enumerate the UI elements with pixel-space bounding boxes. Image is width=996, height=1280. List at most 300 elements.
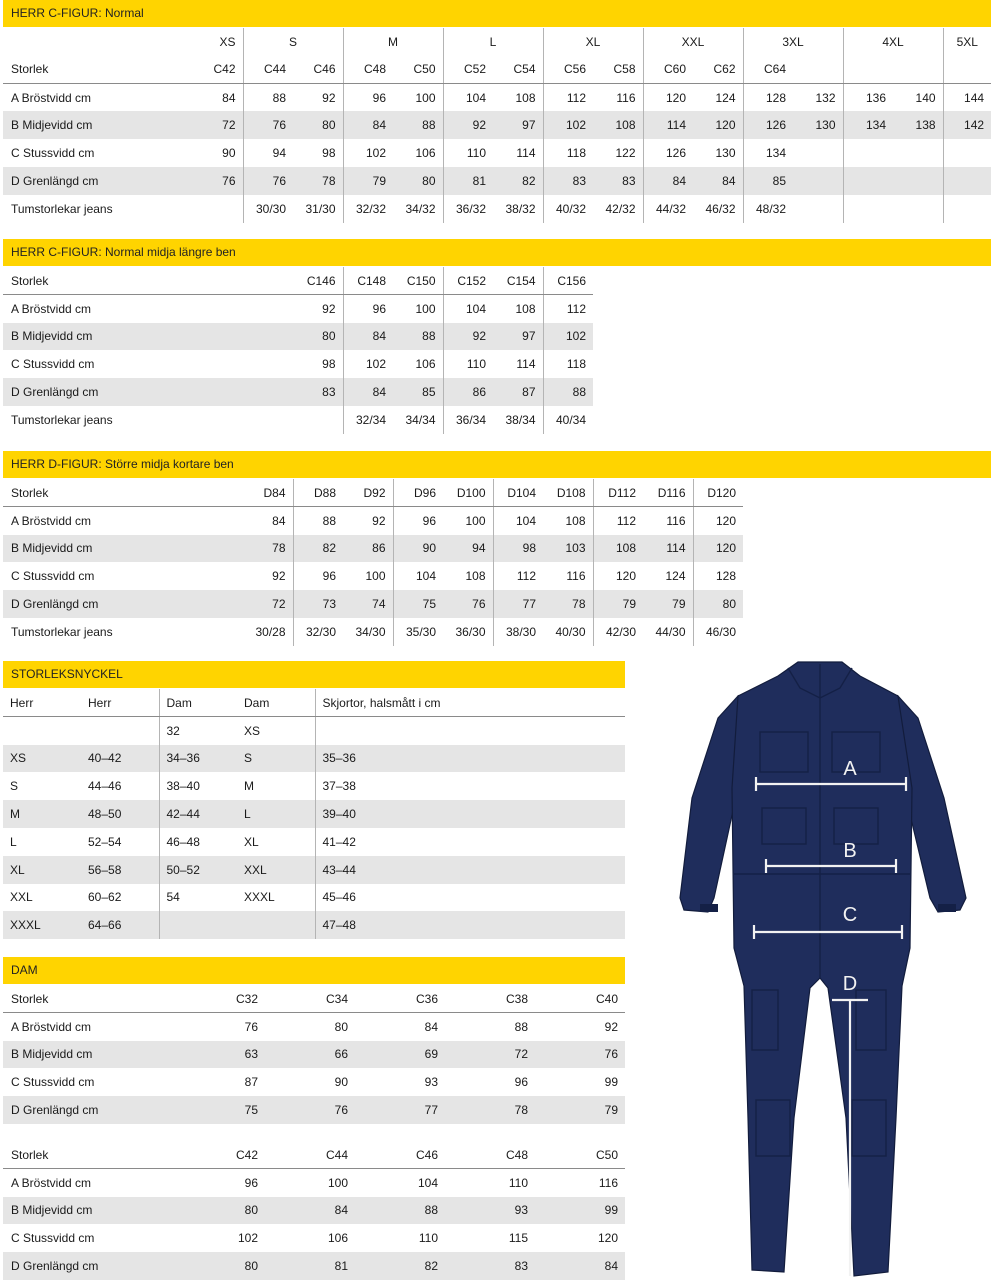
header-cell: C54: [493, 56, 543, 84]
value-cell: 92: [604, 1019, 618, 1034]
value-cell: 124: [715, 90, 736, 105]
value-cell: 43–44: [315, 856, 625, 884]
value-cell: 108: [565, 513, 586, 528]
value-cell: 44/30: [655, 624, 686, 639]
value-cell: 30/28: [255, 624, 286, 639]
value-cell: 92: [272, 569, 286, 584]
coverall-measurement-diagram: [660, 648, 980, 1280]
value-cell: 84: [535, 1252, 625, 1280]
value-cell: 78: [153, 535, 293, 563]
header-cell: D92: [343, 479, 393, 507]
header-cell: C50: [393, 56, 443, 84]
value-cell: M: [244, 779, 254, 794]
value-cell: 60–62: [88, 890, 122, 905]
dam-size-table-1: [3, 985, 625, 1124]
value-cell: 100: [365, 569, 386, 584]
value-cell: 63: [175, 1041, 265, 1069]
value-cell: [843, 167, 893, 195]
value-cell: 96: [293, 562, 343, 590]
value-cell: 80: [334, 1019, 348, 1034]
value-cell: 69: [355, 1041, 445, 1069]
value-cell: 88: [243, 84, 293, 112]
value-cell: 52–54: [88, 834, 122, 849]
row-label: Tumstorlekar jeans: [11, 624, 113, 639]
header-row: [3, 1141, 625, 1169]
value-cell: 104: [443, 295, 493, 323]
header-cell: D112: [593, 479, 643, 507]
row-label: M: [3, 800, 81, 828]
value-cell: 110: [443, 139, 493, 167]
value-cell: 83: [445, 1252, 535, 1280]
header-cell: C64: [743, 56, 793, 84]
value-cell: 114: [643, 111, 693, 139]
value-cell: 34/30: [355, 624, 386, 639]
value-cell: 76: [443, 590, 493, 618]
row-label: D Grenlängd cm: [3, 167, 153, 195]
table-row: [3, 378, 991, 406]
header-cell: C32: [175, 985, 265, 1013]
size-group-cell: 3XL: [743, 28, 843, 56]
header-cell: D116: [643, 479, 693, 507]
value-cell: 92: [443, 323, 493, 351]
value-cell: 40/32: [543, 195, 593, 223]
row-label: L: [10, 834, 17, 849]
value-cell: 82: [493, 167, 543, 195]
value-cell: 87: [493, 378, 543, 406]
header-cell: D96: [393, 479, 443, 507]
value-cell: 83: [543, 167, 593, 195]
table-row: [3, 856, 625, 884]
value-cell: 50–52: [159, 856, 237, 884]
value-cell: [893, 195, 943, 223]
size-table-d: [3, 479, 991, 646]
value-cell: 94: [443, 535, 493, 563]
table-row: [3, 1252, 625, 1280]
size-group-cell: XL: [543, 28, 643, 56]
value-cell: 80: [175, 1197, 265, 1225]
row-label: A Bröstvidd cm: [11, 301, 92, 316]
value-cell: 32: [159, 717, 237, 745]
value-cell: 96: [514, 1075, 528, 1090]
value-cell: 104: [443, 84, 493, 112]
row-label: C Stussvidd cm: [11, 357, 95, 372]
header-cell: C48: [445, 1141, 535, 1169]
value-cell: 108: [593, 111, 643, 139]
header-cell: Herr: [81, 689, 159, 717]
value-cell: 32/32: [343, 195, 393, 223]
header-cell: C46: [293, 56, 343, 84]
value-cell: 98: [322, 357, 336, 372]
label-a: A: [843, 758, 857, 780]
row-label: A Bröstvidd cm: [11, 90, 92, 105]
value-cell: 116: [666, 513, 686, 528]
value-cell: 140: [915, 90, 936, 105]
value-cell: 83: [153, 378, 343, 406]
header-cell: C50: [535, 1141, 625, 1169]
value-cell: 85: [393, 378, 443, 406]
value-cell: 126: [743, 111, 793, 139]
value-cell: 120: [643, 84, 693, 112]
size-group-cell: 4XL: [843, 28, 943, 56]
header-cell: Storlek: [3, 267, 153, 295]
value-cell: 93: [445, 1197, 535, 1225]
table-row: [3, 745, 625, 773]
value-cell: XXL: [237, 856, 315, 884]
value-cell: 86: [343, 535, 393, 563]
value-cell: 100: [327, 1175, 348, 1190]
value-cell: 112: [593, 507, 643, 535]
value-cell: 34–36: [159, 745, 237, 773]
value-cell: 108: [593, 535, 643, 563]
value-cell: 116: [616, 90, 636, 105]
value-cell: 112: [493, 562, 543, 590]
size-group-cell: L: [443, 28, 543, 56]
value-cell: 73: [293, 590, 343, 618]
header-cell: D104: [493, 479, 543, 507]
row-label: D Grenlängd cm: [3, 590, 153, 618]
value-cell: 79: [343, 167, 393, 195]
value-cell: 96: [244, 1175, 258, 1190]
value-cell: 120: [597, 1231, 618, 1246]
value-cell: 124: [665, 569, 686, 584]
value-cell: 102: [543, 323, 593, 351]
value-cell: XL: [244, 834, 259, 849]
value-cell: 92: [322, 90, 336, 105]
table-row: [3, 323, 991, 351]
row-label: D Grenlängd cm: [3, 1096, 175, 1124]
value-cell: S: [237, 745, 315, 773]
value-cell: 31/30: [305, 201, 336, 216]
value-cell: 48/32: [743, 195, 793, 223]
value-cell: 88: [293, 507, 343, 535]
value-cell: 97: [493, 323, 543, 351]
header-cell: Dam: [159, 689, 237, 717]
size-table-c-long: [3, 267, 991, 434]
header-cell: C58: [593, 56, 643, 84]
value-cell: 99: [535, 1197, 625, 1225]
table-row: [3, 535, 991, 563]
row-label: Tumstorlekar jeans: [11, 412, 113, 427]
header-cell: C62: [693, 56, 743, 84]
row-label: C Stussvidd cm: [11, 146, 95, 161]
value-cell: 130: [715, 146, 736, 161]
value-cell: 88: [514, 1019, 528, 1034]
value-cell: 38/34: [505, 412, 536, 427]
value-cell: 36/32: [443, 195, 493, 223]
table-row: [3, 84, 991, 112]
value-cell: 46–48: [159, 828, 237, 856]
value-cell: 77: [355, 1096, 445, 1124]
value-cell: 102: [343, 139, 393, 167]
section-title-size-key: STORLEKSNYCKEL: [3, 661, 625, 688]
value-cell: 42/30: [593, 618, 643, 646]
header-cell: Storlek: [3, 56, 153, 84]
table-row: [3, 1224, 625, 1252]
value-cell: 108: [515, 301, 536, 316]
value-cell: 76: [265, 1096, 355, 1124]
value-cell: 132: [815, 90, 836, 105]
value-cell: 54: [159, 884, 237, 912]
value-cell: 134: [843, 111, 893, 139]
row-label: XL: [3, 856, 81, 884]
value-cell: 39–40: [315, 800, 625, 828]
value-cell: 93: [424, 1075, 438, 1090]
row-label: D Grenlängd cm: [3, 1252, 175, 1280]
row-label: C Stussvidd cm: [11, 1075, 95, 1090]
size-group-cell: 5XL: [943, 28, 991, 56]
value-cell: 103: [543, 535, 593, 563]
row-label: B Midjevidd cm: [3, 111, 153, 139]
value-cell: 120: [693, 507, 743, 535]
table-row: [3, 772, 625, 800]
value-cell: 84: [222, 90, 236, 105]
value-cell: [315, 717, 625, 745]
value-cell: 100: [415, 90, 436, 105]
size-group-cell: XS: [219, 34, 236, 49]
value-cell: 45–46: [315, 884, 625, 912]
row-label: A Bröstvidd cm: [11, 513, 92, 528]
value-cell: [237, 911, 315, 939]
value-cell: 84: [643, 167, 693, 195]
table-row: [3, 717, 625, 745]
table-row: [3, 1096, 625, 1124]
header-cell: C152: [443, 267, 493, 295]
value-cell: 85: [743, 167, 793, 195]
dam-size-table-2: [3, 1141, 625, 1280]
value-cell: 92: [372, 513, 386, 528]
value-cell: 116: [598, 1175, 618, 1190]
value-cell: 80: [293, 111, 343, 139]
table-row: [3, 111, 991, 139]
value-cell: 92: [443, 111, 493, 139]
header-cell: C42: [153, 56, 243, 84]
value-cell: 42/32: [605, 201, 636, 216]
value-cell: 35–36: [315, 745, 625, 773]
value-cell: 106: [415, 357, 436, 372]
value-cell: 120: [693, 535, 743, 563]
value-cell: 76: [243, 111, 293, 139]
value-cell: 40/30: [555, 624, 586, 639]
value-cell: L: [237, 800, 315, 828]
header-cell: D108: [543, 479, 593, 507]
value-cell: 84: [272, 513, 286, 528]
value-cell: 110: [508, 1175, 528, 1190]
label-b: B: [843, 840, 857, 862]
coverall-illustration: [680, 662, 966, 1276]
table-row: [3, 1197, 625, 1225]
value-cell: 47–48: [315, 911, 625, 939]
table-row: [3, 884, 625, 912]
size-group-cell: S: [243, 28, 343, 56]
value-cell: 88: [393, 111, 443, 139]
value-cell: 130: [793, 111, 843, 139]
value-cell: 38–40: [159, 772, 237, 800]
value-cell: 46/32: [705, 201, 736, 216]
value-cell: 126: [643, 139, 693, 167]
header-cell: Dam: [237, 689, 315, 717]
value-cell: 96: [393, 507, 443, 535]
header-cell: C60: [643, 56, 693, 84]
value-cell: 84: [693, 167, 743, 195]
row-label: XXXL: [3, 911, 81, 939]
value-cell: 128: [693, 562, 743, 590]
value-cell: 74: [343, 590, 393, 618]
header-cell: C148: [343, 267, 393, 295]
value-cell: 142: [943, 111, 991, 139]
header-cell: C52: [443, 56, 493, 84]
row-label: A Bröstvidd cm: [11, 1019, 92, 1034]
value-cell: 118: [543, 139, 593, 167]
value-cell: 77: [493, 590, 543, 618]
header-cell: C150: [393, 267, 443, 295]
value-cell: 48–50: [81, 800, 159, 828]
row-label: [3, 717, 81, 745]
value-cell: 78: [543, 590, 593, 618]
value-cell: [943, 195, 991, 223]
row-label: B Midjevidd cm: [3, 1197, 175, 1225]
value-cell: [943, 139, 991, 167]
value-cell: [81, 717, 159, 745]
size-key-table: [3, 689, 625, 939]
value-cell: 114: [643, 535, 693, 563]
value-cell: 30/30: [243, 195, 293, 223]
value-cell: 84: [343, 378, 393, 406]
value-cell: 38/32: [505, 201, 536, 216]
value-cell: 92: [322, 301, 336, 316]
header-row: [3, 56, 991, 84]
row-label: B Midjevidd cm: [3, 535, 153, 563]
table-row: [3, 562, 991, 590]
value-cell: 81: [443, 167, 493, 195]
value-cell: [153, 195, 243, 223]
value-cell: 46/30: [693, 618, 743, 646]
value-cell: 115: [508, 1231, 528, 1246]
value-cell: 56–58: [81, 856, 159, 884]
value-cell: 86: [443, 378, 493, 406]
value-cell: 40–42: [81, 745, 159, 773]
value-cell: 106: [415, 146, 436, 161]
value-cell: 66: [265, 1041, 355, 1069]
value-cell: 128: [743, 84, 793, 112]
value-cell: 90: [334, 1075, 348, 1090]
value-cell: 78: [445, 1096, 535, 1124]
header-row: [3, 479, 991, 507]
row-label: C Stussvidd cm: [11, 1231, 95, 1246]
table-row: [3, 1013, 625, 1041]
value-cell: 76: [243, 167, 293, 195]
value-cell: [793, 139, 843, 167]
value-cell: 81: [265, 1252, 355, 1280]
value-cell: 82: [293, 535, 343, 563]
header-cell: C154: [493, 267, 543, 295]
header-cell: D88: [293, 479, 343, 507]
table-row: [3, 406, 991, 434]
table-row: [3, 618, 991, 646]
row-label: A Bröstvidd cm: [11, 1175, 92, 1190]
value-cell: 97: [493, 111, 543, 139]
value-cell: 41–42: [315, 828, 625, 856]
header-row: [3, 267, 991, 295]
section-title-c-long: HERR C-FIGUR: Normal midja längre ben: [3, 239, 991, 266]
value-cell: 38/30: [493, 618, 543, 646]
header-cell: Storlek: [3, 479, 153, 507]
value-cell: [159, 911, 237, 939]
header-row: [3, 985, 625, 1013]
value-cell: 118: [543, 350, 593, 378]
value-cell: 90: [393, 535, 443, 563]
label-d: D: [842, 973, 858, 995]
value-cell: 102: [343, 350, 393, 378]
value-cell: [843, 195, 893, 223]
value-cell: 94: [243, 139, 293, 167]
header-cell: [893, 56, 943, 84]
value-cell: 108: [515, 90, 536, 105]
header-cell: Skjortor, halsmått i cm: [315, 689, 625, 717]
value-cell: 84: [265, 1197, 355, 1225]
value-cell: 79: [593, 590, 643, 618]
value-cell: 112: [543, 295, 593, 323]
value-cell: 82: [355, 1252, 445, 1280]
header-cell: D100: [443, 479, 493, 507]
header-cell: [793, 56, 843, 84]
value-cell: 34/34: [405, 412, 436, 427]
table-row: [3, 828, 625, 856]
value-cell: 80: [693, 590, 743, 618]
value-cell: 80: [153, 323, 343, 351]
header-cell: C44: [265, 1141, 355, 1169]
table-row: [3, 800, 625, 828]
value-cell: 96: [343, 84, 393, 112]
value-cell: 76: [535, 1041, 625, 1069]
header-row: [3, 689, 625, 717]
value-cell: 114: [516, 357, 536, 372]
value-cell: 138: [893, 111, 943, 139]
value-cell: 75: [393, 590, 443, 618]
value-cell: 96: [343, 295, 393, 323]
value-cell: 100: [415, 301, 436, 316]
table-row: [3, 911, 625, 939]
value-cell: [943, 167, 991, 195]
value-cell: 36/30: [455, 624, 486, 639]
value-cell: [893, 139, 943, 167]
value-cell: 44–46: [88, 779, 122, 794]
row-label: B Midjevidd cm: [3, 1041, 175, 1069]
value-cell: 104: [417, 1175, 438, 1190]
value-cell: [793, 167, 843, 195]
value-cell: 102: [543, 111, 593, 139]
value-cell: 32/34: [343, 406, 393, 434]
header-cell: Herr: [3, 689, 81, 717]
value-cell: 80: [175, 1252, 265, 1280]
value-cell: 106: [327, 1231, 348, 1246]
section-title-d: HERR D-FIGUR: Större midja kortare ben: [3, 451, 991, 478]
value-cell: 72: [445, 1041, 535, 1069]
value-cell: 80: [393, 167, 443, 195]
value-cell: 79: [643, 590, 693, 618]
header-cell: D84: [153, 479, 293, 507]
value-cell: 112: [543, 84, 593, 112]
value-cell: 88: [543, 378, 593, 406]
value-cell: 72: [153, 111, 243, 139]
size-group-cell: M: [343, 28, 443, 56]
row-label: D Grenlängd cm: [3, 378, 153, 406]
value-cell: XXXL: [244, 890, 275, 905]
header-cell: [943, 56, 991, 84]
size-table-c-normal: [3, 28, 991, 223]
header-cell: C44: [243, 56, 293, 84]
value-cell: 88: [393, 323, 443, 351]
value-cell: 32/30: [293, 618, 343, 646]
